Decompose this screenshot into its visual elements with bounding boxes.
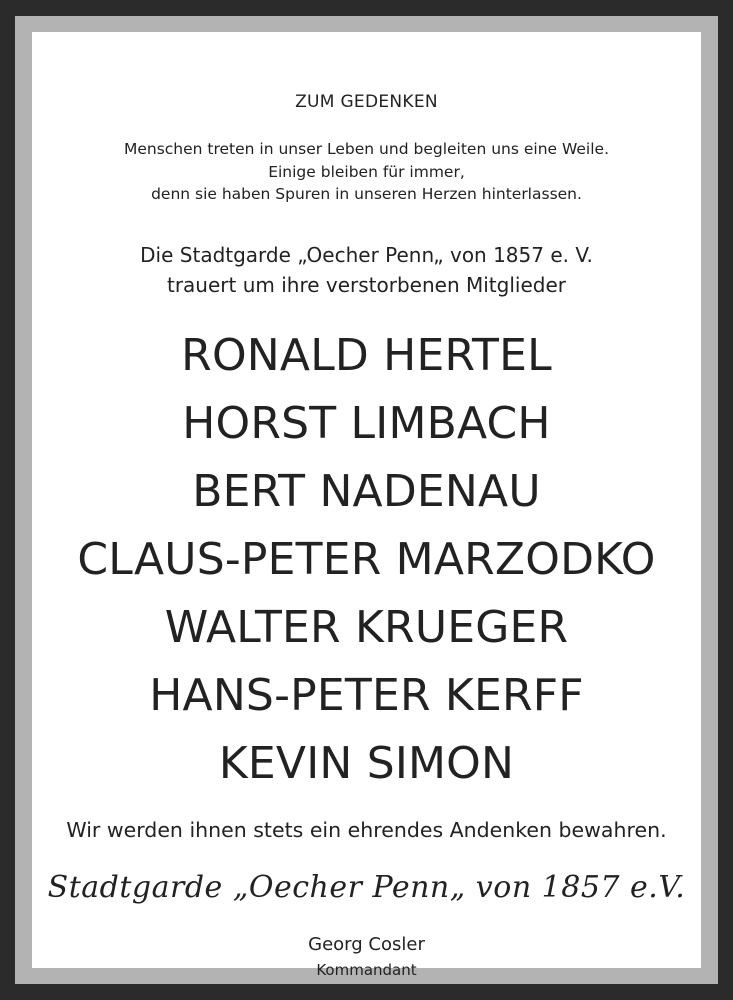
verse-line: denn sie haben Spuren in unseren Herzen hinterlassen. (151, 185, 582, 203)
deceased-name: HORST LIMBACH (182, 398, 551, 449)
closing-sentence: Wir werden ihnen stets ein ehrendes Andenken bewahren. (66, 818, 667, 842)
verse-line: Einige bleiben für immer, (268, 163, 465, 181)
organization-signature: Stadtgarde „Oecher Penn„ von 1857 e.V. (47, 870, 686, 905)
deceased-name: BERT NADENAU (192, 466, 541, 517)
memorial-notice (32, 32, 701, 979)
deceased-name: KEVIN SIMON (218, 738, 515, 789)
intro-line: trauert um ihre verstorbenen Mitglieder (166, 273, 566, 297)
notice-heading: ZUM GEDENKEN (295, 92, 438, 112)
deceased-name: WALTER KRUEGER (164, 602, 569, 653)
intro-line: Die Stadtgarde „Oecher Penn„ von 1857 e. V. (140, 243, 593, 267)
deceased-name: CLAUS-PETER MARZODKO (77, 534, 656, 585)
deceased-name: HANS-PETER KERFF (149, 670, 584, 721)
verse-line: Menschen treten in unser Leben und begleiten uns eine Weile. (123, 140, 610, 158)
signer-name: Georg Cosler (308, 934, 425, 955)
deceased-name: RONALD HERTEL (181, 330, 552, 381)
signer-role: Kommandant (316, 961, 417, 979)
